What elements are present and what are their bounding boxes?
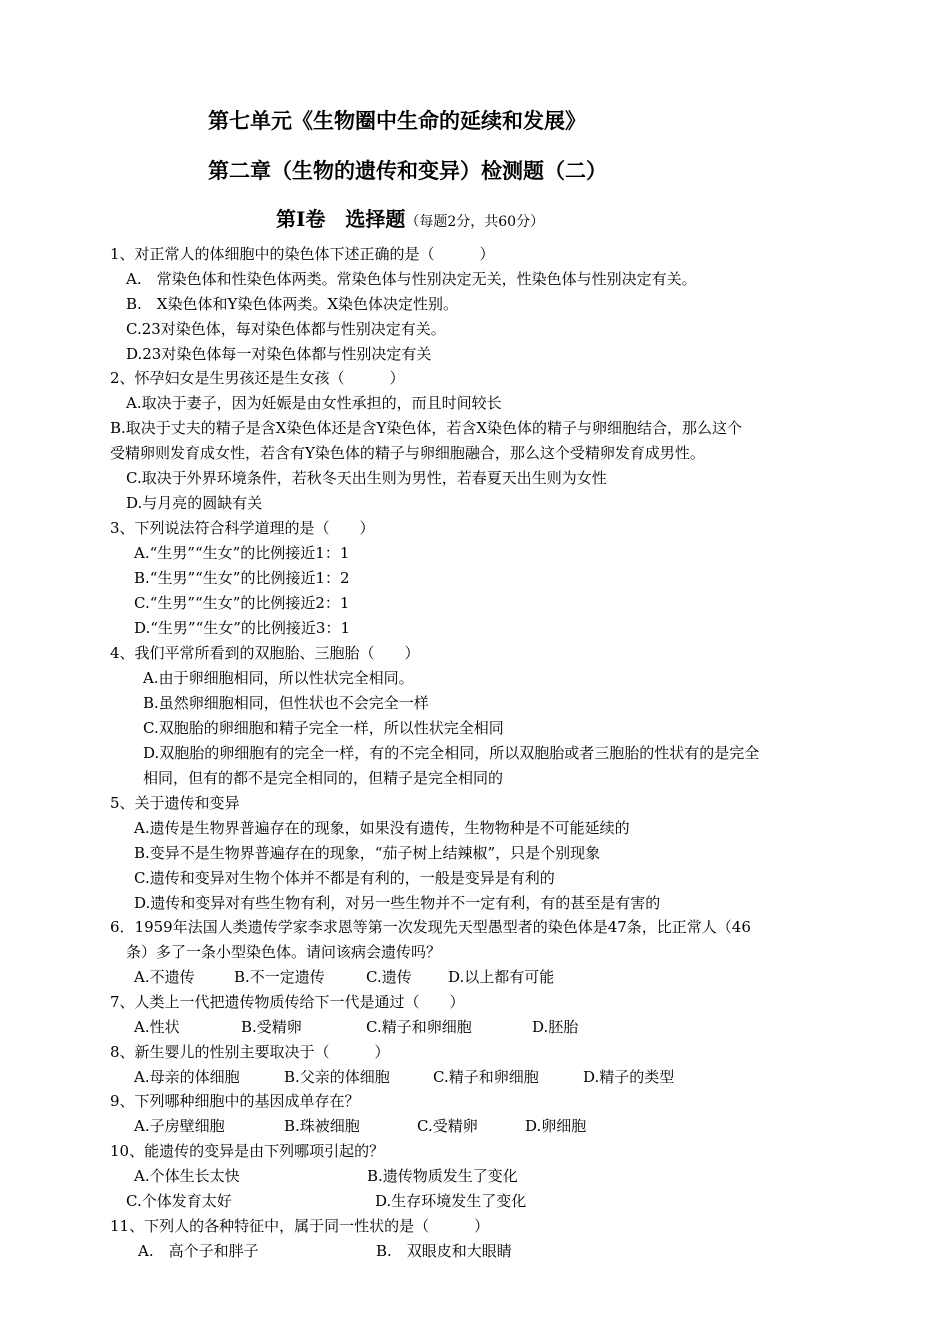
section-name: 第Ⅰ卷 选择题 (276, 207, 406, 231)
question-8-options (134, 1067, 674, 1087)
chapter-title: 第二章（生物的遗传和变异）检测题（二） (208, 158, 607, 183)
question-2-option-d: D.与月亮的圆缺有关 (126, 494, 263, 512)
document-title: 第七单元《生物圈中生命的延续和发展》 (208, 108, 586, 133)
question-8-stem: 8、新生婴儿的性别主要取决于（ ） (110, 1043, 390, 1061)
question-8-option-d: D.精子的类型 (583, 1068, 675, 1086)
question-3-option-c: C.“生男”“生女”的比例接近2：1 (134, 594, 350, 612)
question-11-stem: 11、下列人的各种特征中，属于同一性状的是（ ） (110, 1217, 490, 1235)
section-note: （每题2分，共60分） (405, 214, 545, 230)
question-10-option-d: D.生存环境发生了变化 (375, 1192, 527, 1210)
question-10-option-c: C.个体发育太好 (126, 1192, 232, 1210)
question-8-option-c: C.精子和卵细胞 (433, 1068, 539, 1086)
question-2-option-b-line1: B.取决于丈夫的精子是含X染色体还是含Y染色体，若含X染色体的精子与卵细胞结合，那么这个 (110, 419, 743, 437)
question-6-stem-line1: 6．1959年法国人类遗传学家李求恩等第一次发现先天型愚型者的染色体是47条，比正常人（46 (110, 918, 751, 936)
question-7-option-d: D.胚胎 (532, 1018, 579, 1036)
question-9-options (134, 1116, 586, 1136)
question-4-option-a: A.由于卵细胞相同，所以性状完全相同。 (143, 669, 414, 687)
question-5-option-b: B.变异不是生物界普遍存在的现象，“茄子树上结辣椒”，只是个别现象 (134, 844, 601, 862)
question-6-stem-line2: 条）多了一条小型染色体。请问该病会遗传吗？ (126, 943, 442, 961)
question-7-option-a: A.性状 (134, 1018, 180, 1036)
question-3-option-d: D.“生男”“生女”的比例接近3：1 (134, 619, 351, 637)
question-6-option-b: B.不一定遗传 (234, 968, 325, 986)
question-2-option-c: C.取决于外界环境条件，若秋冬天出生则为男性，若春夏天出生则为女性 (126, 469, 607, 487)
question-1-option-a: A. 常染色体和性染色体两类。常染色体与性别决定无关，性染色体与性别决定有关。 (126, 270, 697, 288)
question-1-stem: 1、对正常人的体细胞中的染色体下述正确的是（ ） (110, 245, 495, 263)
question-5-option-d: D.遗传和变异对有些生物有利，对另一些生物并不一定有利，有的甚至是有害的 (134, 894, 661, 912)
question-1-option-c: C.23对染色体，每对染色体都与性别决定有关。 (126, 320, 446, 338)
question-2-stem: 2、怀孕妇女是生男孩还是生女孩（ ） (110, 369, 405, 387)
question-5-option-c: C.遗传和变异对生物个体并不都是有利的，一般是变异是有利的 (134, 869, 555, 887)
question-7-option-c: C.精子和卵细胞 (366, 1018, 472, 1036)
question-4-option-b: B.虽然卵细胞相同，但性状也不会完全一样 (143, 694, 429, 712)
question-1-option-d: D.23对染色体每一对染色体都与性别决定有关 (126, 345, 432, 363)
question-5-option-a: A.遗传是生物界普遍存在的现象，如果没有遗传，生物物种是不可能延续的 (134, 819, 630, 837)
question-7-option-b: B.受精卵 (241, 1018, 302, 1036)
question-2-option-b-line2: 受精卵则发育成女性，若含有Y染色体的精子与卵细胞融合，那么这个受精卵发育成男性。 (110, 444, 705, 462)
question-9-stem: 9、下列哪种细胞中的基因成单存在？ (110, 1092, 360, 1110)
question-6-option-c: C.遗传 (366, 968, 412, 986)
question-10-option-b: B.遗传物质发生了变化 (367, 1167, 518, 1185)
question-5-stem: 5、关于遗传和变异 (110, 794, 240, 812)
question-4-option-d-line2: 相同，但有的都不是完全相同的，但精子是完全相同的 (143, 769, 504, 787)
question-9-option-d: D.卵细胞 (525, 1117, 587, 1135)
question-3-option-b: B.“生男”“生女”的比例接近1：2 (134, 569, 350, 587)
question-6-option-a: A.不遗传 (134, 968, 195, 986)
question-7-stem: 7、人类上一代把遗传物质传给下一代是通过（ ） (110, 993, 465, 1011)
question-7-options (134, 1017, 578, 1037)
question-6-option-d: D.以上都有可能 (448, 968, 555, 986)
question-9-option-a: A.子房壁细胞 (134, 1117, 225, 1135)
question-10-options-row1 (134, 1166, 518, 1186)
question-3-option-a: A.“生男”“生女”的比例接近1：1 (134, 544, 350, 562)
question-6-options (134, 967, 554, 987)
question-8-option-a: A.母亲的体细胞 (134, 1068, 240, 1086)
question-9-option-b: B.珠被细胞 (284, 1117, 360, 1135)
question-10-option-a: A.个体生长太快 (134, 1167, 240, 1185)
question-4-option-c: C.双胞胎的卵细胞和精子完全一样，所以性状完全相同 (143, 719, 504, 737)
question-4-stem: 4、我们平常所看到的双胞胎、三胞胎（ ） (110, 644, 420, 662)
question-11-option-a: A. 高个子和胖子 (138, 1242, 259, 1260)
question-11-options (138, 1241, 512, 1261)
question-10-stem: 10、能遗传的变异是由下列哪项引起的？ (110, 1142, 385, 1160)
question-3-stem: 3、下列说法符合科学道理的是（ ） (110, 519, 375, 537)
question-1-option-b: B. X染色体和Y染色体两类。X染色体决定性别。 (126, 295, 459, 313)
question-2-option-a: A.取决于妻子，因为妊娠是由女性承担的，而且时间较长 (126, 394, 502, 412)
section-heading (276, 203, 544, 232)
question-4-option-d-line1: D.双胞胎的卵细胞有的完全一样，有的不完全相同，所以双胞胎或者三胞胎的性状有的是完全 (143, 744, 760, 762)
question-9-option-c: C.受精卵 (417, 1117, 478, 1135)
question-8-option-b: B.父亲的体细胞 (284, 1068, 390, 1086)
question-11-option-b: B. 双眼皮和大眼睛 (376, 1242, 512, 1260)
question-10-options-row2 (126, 1191, 526, 1211)
